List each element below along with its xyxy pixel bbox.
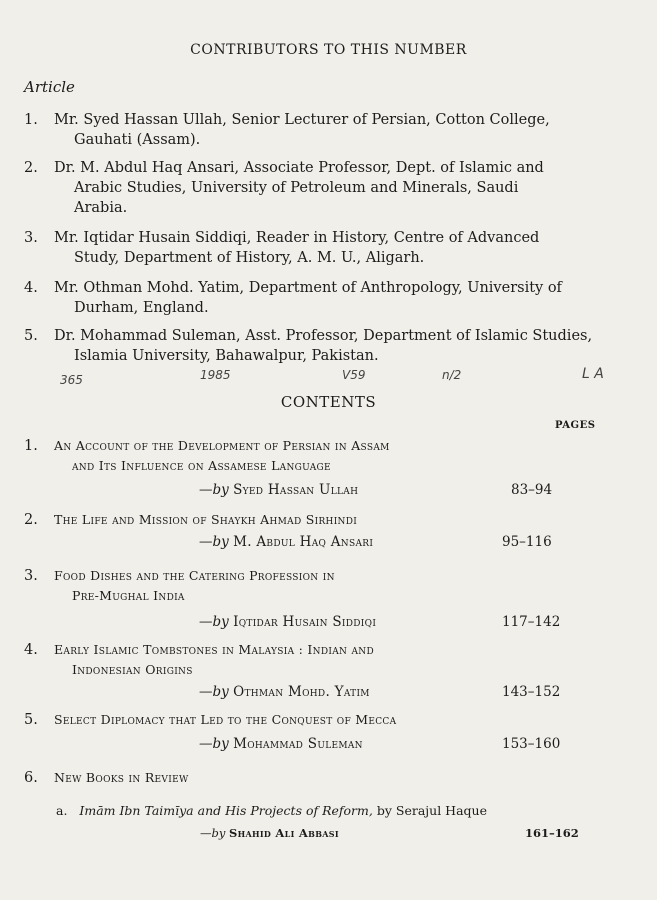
entry-author-line (199, 682, 370, 702)
contributor-number: 2. (24, 160, 38, 176)
review-label: a. (56, 803, 68, 818)
review-book-author: by Serajul Haque (376, 803, 487, 818)
entry-author: Iqtidar Husain Siddiqi (233, 614, 377, 630)
contributor-line: Durham, England. (74, 300, 209, 316)
entry-author: Mohammad Suleman (233, 736, 363, 752)
entry-number: 5. (24, 712, 38, 728)
contributor-item (24, 326, 624, 366)
contents-entry (24, 640, 644, 700)
contributor-line: Arabia. (74, 200, 128, 216)
contents-entry (24, 436, 644, 498)
contributor-number: 3. (24, 230, 38, 246)
article-label: Article (24, 78, 75, 96)
entry-title: Food Dishes and the Catering Profession in (54, 568, 335, 583)
contributor-line: Arabic Studies, University of Petroleum and Minerals, Saudi (74, 180, 519, 196)
contributor-line: Gauhati (Assam). (74, 132, 201, 148)
handwritten-note: L A (582, 366, 604, 382)
entry-author-line (199, 532, 373, 552)
contributor-line: Islamia University, Bahawalpur, Pakistan. (74, 348, 379, 364)
by-prefix: —by (199, 736, 229, 752)
contributor-line: Dr. M. Abdul Haq Ansari, Associate Professor, Dept. of Islamic and (54, 160, 544, 176)
contributor-item (24, 110, 624, 150)
entry-title: Select Diplomacy that Led to the Conquest of Mecca (54, 712, 397, 727)
entry-number: 6. (24, 770, 38, 786)
entry-title: Indonesian Origins (72, 662, 193, 677)
entry-author-line (199, 480, 358, 500)
entry-number: 4. (24, 642, 38, 658)
entry-title: The Life and Mission of Shaykh Ahmad Sirhindi (54, 512, 358, 527)
reviewer-name: Shahid Ali Abbasi (229, 826, 339, 840)
handwritten-note: 1985 (200, 368, 231, 382)
by-prefix: —by (199, 684, 229, 700)
contributor-number: 1. (24, 112, 38, 128)
entry-author: M. Abdul Haq Ansari (233, 534, 374, 550)
entry-number: 3. (24, 568, 38, 584)
entry-pages: 95–116 (502, 534, 552, 550)
review-entry (56, 802, 636, 820)
entry-author-line (199, 734, 363, 754)
handwritten-note: n/2 (442, 368, 462, 382)
contributor-number: 5. (24, 328, 38, 344)
contents-entry (24, 566, 644, 630)
entry-title: An Account of the Development of Persian in Assam (54, 438, 390, 453)
entry-pages: 143–152 (502, 684, 561, 700)
page-title: CONTRIBUTORS TO THIS NUMBER (190, 42, 467, 58)
entry-title: Pre-Mughal India (72, 588, 185, 603)
contributor-line: Mr. Othman Mohd. Yatim, Department of Anthropology, University of (54, 280, 562, 296)
entry-title: Early Islamic Tombstones in Malaysia : Indian and (54, 642, 374, 657)
entry-title: and Its Influence on Assamese Language (72, 458, 331, 473)
pages-column-label: PAGES (555, 420, 596, 431)
contents-entry (24, 710, 644, 752)
contents-entry (24, 768, 644, 788)
entry-pages: 83–94 (511, 482, 553, 498)
entry-number: 2. (24, 512, 38, 528)
handwritten-note: 365 (60, 373, 83, 387)
contributor-number: 4. (24, 280, 38, 296)
entry-author: Syed Hassan Ullah (233, 482, 359, 498)
entry-author: Othman Mohd. Yatim (233, 684, 370, 700)
contents-title: CONTENTS (280, 393, 377, 411)
handwritten-note: V59 (342, 368, 366, 382)
entry-number: 1. (24, 438, 38, 454)
reviewer-line (200, 826, 339, 840)
contributor-line: Mr. Iqtidar Husain Siddiqi, Reader in History, Centre of Advanced (54, 230, 540, 246)
review-book-title: Imām Ibn Taimīya and His Projects of Reform, (79, 803, 373, 818)
contents-entry (24, 510, 644, 550)
by-prefix: —by (199, 614, 229, 630)
contributor-line: Mr. Syed Hassan Ullah, Senior Lecturer of Persian, Cotton College, (54, 112, 550, 128)
contributor-item (24, 158, 624, 218)
bleed-through-text (300, 92, 304, 108)
by-prefix: —by (199, 482, 229, 498)
entry-title: New Books in Review (54, 770, 189, 785)
contributor-item (24, 278, 624, 318)
by-prefix: —by (199, 534, 229, 550)
contributor-line: Study, Department of History, A. M. U., Aligarh. (74, 250, 425, 266)
review-pages: 161–162 (525, 826, 579, 840)
entry-author-line (199, 612, 376, 632)
contributor-item (24, 228, 624, 268)
entry-pages: 153–160 (502, 736, 561, 752)
contributor-line: Dr. Mohammad Suleman, Asst. Professor, Department of Islamic Studies, (54, 328, 593, 344)
reviewer-prefix: —by (200, 826, 226, 840)
entry-pages: 117–142 (502, 614, 561, 630)
